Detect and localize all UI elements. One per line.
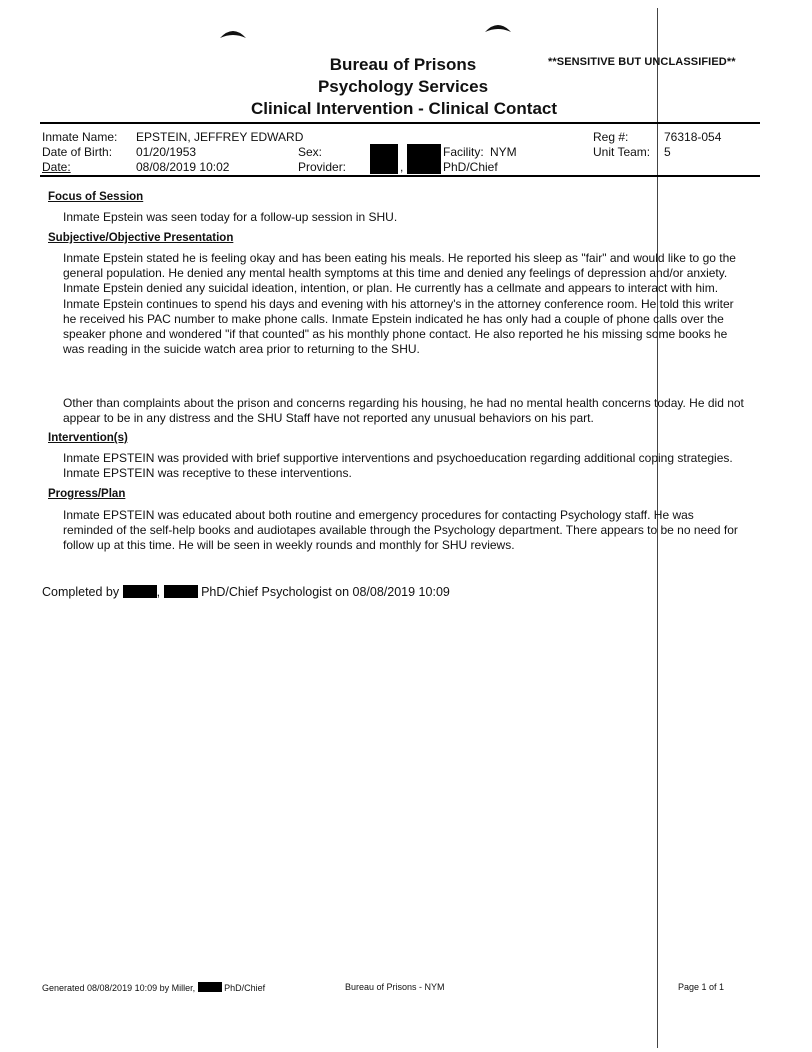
redaction-box: [370, 144, 398, 174]
intervention-text: Inmate EPSTEIN was provided with brief supportive interventions and psychoeducation regarding additional coping strategies. Inmate EPSTEIN was receptive to these interventions.: [63, 451, 733, 481]
focus-heading: Focus of Session: [48, 191, 144, 203]
reg-value: 76318-054: [664, 130, 722, 144]
footer-location: Bureau of Prisons - NYM: [345, 982, 445, 992]
inmate-name-value: EPSTEIN, JEFFREY EDWARD: [136, 130, 304, 144]
completed-by-comma: ,: [156, 585, 161, 599]
provider-comma: ,: [400, 160, 404, 174]
header-rule-bottom: [40, 175, 760, 177]
completed-by-suffix: PhD/Chief Psychologist on 08/08/2019 10:09: [201, 585, 450, 599]
date-value: 08/08/2019 10:02: [136, 160, 230, 174]
generated-prefix: Generated 08/08/2019 10:09 by Miller,: [42, 983, 196, 993]
redaction-box: [164, 585, 198, 598]
generated-suffix: PhD/Chief: [224, 983, 266, 993]
dob-value: 01/20/1953: [136, 145, 197, 159]
completed-by-prefix: Completed by: [42, 585, 120, 599]
dob-label: Date of Birth:: [42, 145, 113, 159]
reg-label: Reg #:: [593, 130, 629, 144]
sex-label: Sex:: [298, 145, 323, 159]
facility-label: Facility:: [443, 145, 484, 159]
intervention-heading: Intervention(s): [48, 432, 128, 444]
redaction-box: [198, 982, 222, 992]
progress-text: Inmate EPSTEIN was educated about both routine and emergency procedures for contacting Psychology staff. He was reminded of the self-help books and audiotapes available through the Psychology department. There appears to be no need for follow up at this time. He will be seen in weekly rounds and monthly for SHU reviews.: [63, 508, 738, 553]
header-rule-top: [40, 122, 760, 124]
hole-punch-mark-left: [218, 26, 248, 40]
completed-by-line: [42, 585, 450, 599]
date-label: Date:: [42, 160, 71, 174]
redaction-box: [123, 585, 157, 598]
inmate-name-label: Inmate Name:: [42, 130, 118, 144]
unit-team-label: Unit Team:: [593, 145, 651, 159]
focus-text: Inmate Epstein was seen today for a follow-up session in SHU.: [63, 210, 398, 224]
provider-label: Provider:: [298, 160, 347, 174]
hole-punch-mark-right: [483, 20, 513, 34]
footer-generated: [42, 982, 265, 993]
progress-heading: Progress/Plan: [48, 488, 126, 500]
form-title: Clinical Intervention - Clinical Contact: [250, 99, 558, 118]
facility-value: NYM: [490, 145, 517, 159]
subjective-paragraph-1: Inmate Epstein stated he is feeling okay and has been eating his meals. He reported his sleep as "fair" and would like to go the general population. He denied any mental health symptoms at this time and denied any feelings of depression and/or anxiety. Inmate Epstein denied any suicidal ideation, intention, or plan. He currently has a cellmate and appears to interact with him. Inmate Epstein continues to spend his days and evening with his attorney's in the attorney conference room. He told this writer he received his PAC number to make phone calls. Inmate Epstein indicated he has only had a couple of phone calls over the speaker phone and wondered "if that counted" as his monthly phone contact. He also reported he his missing some books he was reading in the suicide watch area prior to returning to the SHU.: [63, 251, 736, 357]
agency-title: Bureau of Prisons: [329, 55, 477, 74]
subjective-heading: Subjective/Objective Presentation: [48, 232, 234, 244]
unit-team-value: 5: [664, 145, 671, 159]
provider-title: PhD/Chief: [443, 160, 498, 174]
footer-page-number: Page 1 of 1: [678, 982, 725, 992]
subjective-paragraph-2: Other than complaints about the prison and concerns regarding his housing, he had no mental health concerns today. He did not appear to be in any distress and the SHU Staff have not reported any unusual behaviors on his part.: [63, 396, 744, 426]
classification-marking: **SENSITIVE BUT UNCLASSIFIED**: [548, 56, 736, 68]
redaction-box: [407, 144, 441, 174]
department-title: Psychology Services: [317, 77, 489, 96]
